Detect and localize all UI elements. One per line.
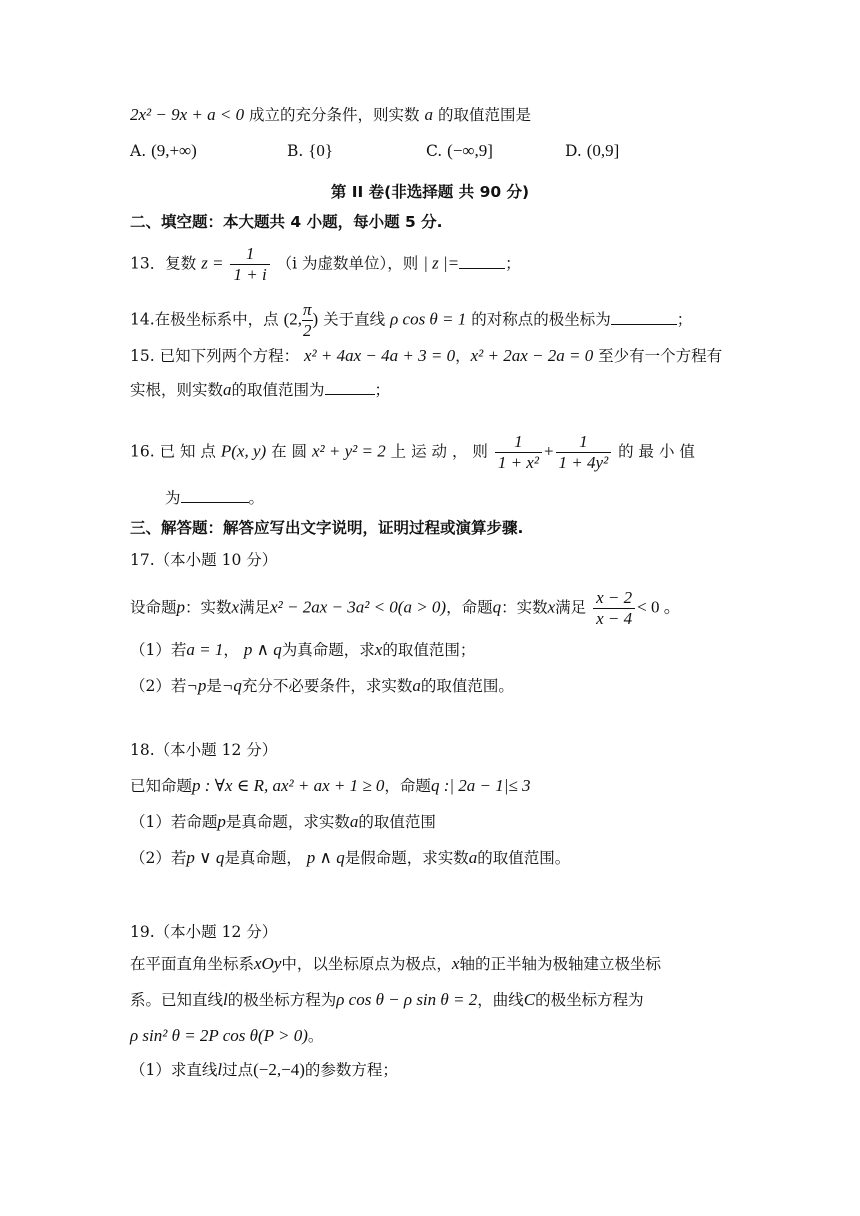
q18-sub1: （1）若命题p是真命题，求实数a的取值范围 — [130, 812, 436, 831]
q16-fraction-1: $\frac{1}{\text{1 + x²}}$ — [495, 432, 542, 473]
q19-line1: 在平面直角坐标系xOy中，以坐标原点为极点，x轴的正半轴为极轴建立极坐标 — [130, 954, 661, 973]
q12-tail: 的取值范围是 — [437, 106, 531, 124]
q19-line3: ρ sin² θ = 2P cos θ(P > 0)。 — [130, 1026, 324, 1045]
q13-number: 13． — [130, 254, 166, 273]
q14-mid: 关于直线 — [323, 310, 386, 329]
q16-answer-blank[interactable] — [181, 488, 249, 503]
q13-frac-den: 1 + i — [233, 265, 267, 284]
section2-heading: 二、填空题：本大题共 4 小题，每小题 5 分. — [130, 213, 443, 231]
q16-circle: x² + y² = 2 — [312, 441, 386, 461]
q19-line-eq: ρ cos θ − ρ sin θ = 2 — [336, 990, 478, 1009]
q14-answer-blank[interactable] — [611, 310, 677, 325]
q19-header: 19.（本小题 12 分） — [130, 923, 278, 941]
q19-sub1: （1）求直线l过点(−2,−4)的参数方程； — [130, 1060, 398, 1079]
q12-option-d: D. (0,9] — [565, 141, 620, 160]
q18-header: 18.（本小题 12 分） — [130, 741, 278, 759]
q13-lead: 复数 — [165, 254, 197, 273]
q13-frac-num: 1 — [230, 244, 269, 265]
q12-var: a — [424, 105, 433, 124]
q14-lead: 14.在极坐标系中，点 — [130, 310, 279, 329]
q13-lhs: z = — [201, 253, 224, 273]
q15-answer-blank[interactable] — [325, 380, 375, 395]
q16-line1: 16. 已 知 点 P(x, y) 在 圆 x² + y² = 2 上 运 动 ， 则 $\frac{1}{\text{1 + x²}}$ + $\frac{1}{\text{1 + 4y²}}$ 的 最 小 值 — [130, 432, 695, 472]
q16-point: P(x, y) — [220, 441, 267, 461]
q15-eq2: x² + 2ax − 2a = 0 — [470, 346, 594, 365]
q12-option-a: A. (9,+∞) — [130, 141, 197, 160]
q14-point-close: ) — [312, 309, 319, 329]
q14-tail: 的对称点的极坐标为 — [471, 310, 611, 329]
q18-stem: 已知命题p : ∀x ∈ R, ax² + ax + 1 ≥ 0，命题q :| 2a − 1|≤ 3 — [130, 776, 531, 795]
q17-sub2: （2）若¬p是¬q充分不必要条件，求实数a的取值范围。 — [130, 676, 514, 695]
q16-line2: 为 。 — [165, 489, 265, 507]
q12-inequality: 2x² − 9x + a < 0 — [130, 105, 245, 124]
q17-stem: 设命题p：实数x满足x² − 2ax − 3a² < 0(a > 0)，命题q：实数x满足 $\frac{x - 2}{x - 4}$ < 0 。 — [130, 588, 681, 628]
q15-lead: 15. 已知下列两个方程： — [130, 347, 300, 365]
q15-eq1: x² + 4ax − 4a + 3 = 0 — [304, 346, 456, 365]
q17-header: 17.（本小题 10 分） — [130, 551, 278, 569]
q16-tail: 的 最 小 值 — [618, 442, 695, 461]
q13-fraction — [230, 244, 269, 285]
q18-p-def: p : ∀x ∈ R, ax² + ax + 1 ≥ 0 — [192, 776, 385, 795]
part2-title: 第 II 卷(非选择题 共 90 分) — [330, 183, 530, 201]
section3-heading: 三、解答题：解答应写出文字说明，证明过程或演算步骤. — [130, 519, 524, 537]
q12-stem — [130, 105, 531, 125]
q18-q-def: q :| 2a − 1|≤ 3 — [430, 776, 531, 795]
q13-answer-blank[interactable] — [459, 254, 505, 269]
q13-end: ； — [505, 254, 521, 273]
q12-option-c: C. (−∞,9] — [426, 141, 493, 160]
q15-line2: 实根，则实数a的取值范围为 ； — [130, 380, 391, 399]
q16-lead: 16. 已 知 点 — [130, 442, 216, 461]
q14 — [130, 300, 692, 341]
q15-tail: 至少有一个方程有 — [598, 347, 723, 365]
q17-ineq1: x² − 2ax − 3a² < 0(a > 0) — [270, 597, 447, 617]
q19-line2: 系。已知直线l的极坐标方程为ρ cos θ − ρ sin θ = 2，曲线C的极坐标方程为 — [130, 990, 644, 1009]
q16-mid2: 上 运 动 ， 则 — [390, 442, 488, 461]
q13-abs: | z |= — [423, 253, 460, 273]
q14-pi-fraction: $\frac{\pi}{2}$ — [303, 300, 312, 340]
q13 — [130, 244, 521, 285]
q14-end: ； — [676, 310, 693, 329]
q13-note: （i 为虚数单位），则 — [276, 254, 419, 273]
q16-mid1: 在 圆 — [271, 442, 308, 461]
q12-text: 成立的充分条件，则实数 — [249, 106, 420, 124]
q15-line1: 15. 已知下列两个方程： x² + 4ax − 4a + 3 = 0，x² + 2ax − 2a = 0 至少有一个方程有 — [130, 346, 723, 365]
q17-fraction: $\frac{x - 2}{x - 4}$ — [593, 588, 635, 629]
q19-curve-eq: ρ sin² θ = 2P cos θ(P > 0) — [130, 1026, 308, 1045]
q17-sub1: （1）若a = 1， p ∧ q为真命题，求x的取值范围； — [130, 640, 476, 659]
q14-point-open: (2, — [283, 309, 303, 329]
q12-option-b: B. {0} — [287, 141, 334, 160]
q16-fraction-2: $\frac{1}{\text{1 + 4y²}}$ — [556, 432, 612, 473]
q18-sub2: （2）若p ∨ q是真命题， p ∧ q是假命题，求实数a的取值范围。 — [130, 848, 571, 867]
q14-line-eq: ρ cos θ = 1 — [390, 309, 467, 329]
